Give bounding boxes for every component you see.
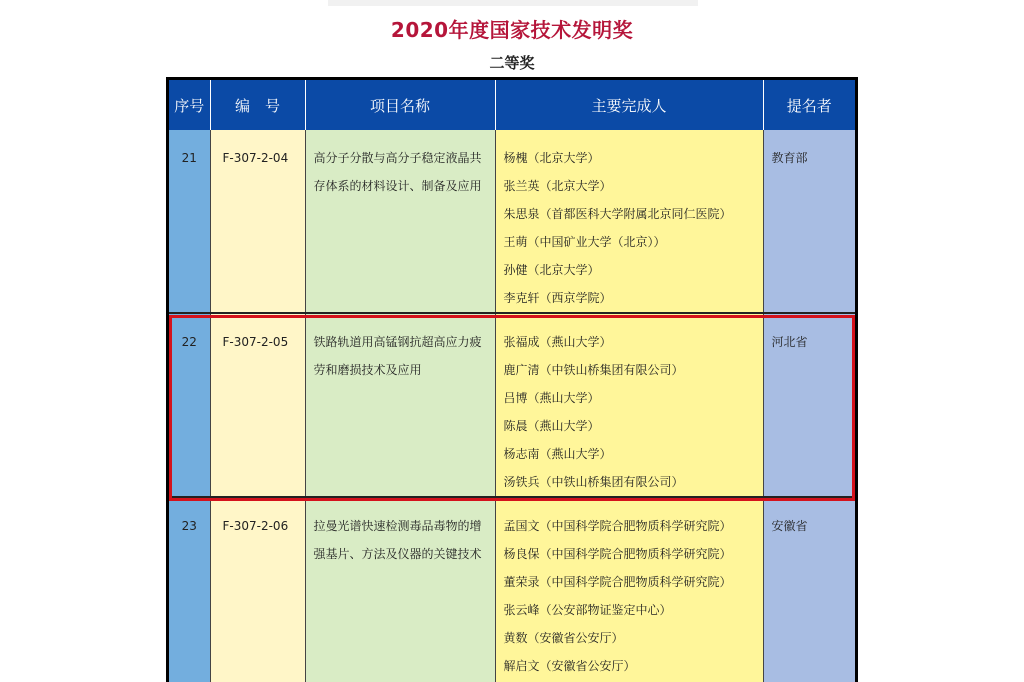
row-project-name: 高分子分散与高分子稳定液晶共存体系的材料设计、制备及应用 <box>313 151 482 193</box>
page-title: 2020年度国家技术发明奖 <box>390 18 634 42</box>
row-num-cell <box>169 313 210 497</box>
contributor: 王萌（中国矿业大学（北京）） <box>503 235 666 249</box>
row-project-name-cell <box>305 313 495 497</box>
header-project-name: 项目名称 <box>305 80 495 130</box>
row-code: F-307-2-04 <box>222 151 289 165</box>
row-contributors-cell <box>495 130 763 313</box>
awards-table <box>169 80 855 682</box>
header-nominator: 提名者 <box>763 80 855 130</box>
contributor: 孟国文（中国科学院合肥物质科学研究院） <box>503 519 732 533</box>
contributor: 黄数（安徽省公安厅） <box>503 631 624 645</box>
top-decor-bar <box>328 0 698 6</box>
row-project-name: 铁路轨道用高锰钢抗超高应力疲劳和磨损技术及应用 <box>313 335 482 377</box>
contributor: 汤铁兵（中铁山桥集团有限公司） <box>503 475 684 489</box>
table-row <box>169 497 855 682</box>
contributor: 吕博（燕山大学） <box>503 391 600 405</box>
row-code-cell <box>210 313 305 497</box>
contributor: 张云峰（公安部物证鉴定中心） <box>503 603 672 617</box>
row-contributors-cell <box>495 497 763 682</box>
row-num: 23 <box>181 519 197 533</box>
header-code: 编 号 <box>210 80 305 130</box>
row-code: F-307-2-05 <box>222 335 289 349</box>
row-nominator-cell <box>763 497 855 682</box>
row-contributors-cell <box>495 313 763 497</box>
row-code-cell <box>210 497 305 682</box>
header-num: 序号 <box>169 80 210 130</box>
contributor: 解启文（安徽省公安厅） <box>503 659 636 673</box>
row-contributors <box>496 314 763 496</box>
row-contributors <box>496 130 763 312</box>
row-nominator: 安徽省 <box>771 519 808 533</box>
row-project-name-cell <box>305 497 495 682</box>
contributor: 张福成（燕山大学） <box>503 335 612 349</box>
contributor: 张兰英（北京大学） <box>503 179 612 193</box>
contributor: 杨槐（北京大学） <box>503 151 600 165</box>
contributor: 杨志南（燕山大学） <box>503 447 612 461</box>
row-num-cell <box>169 130 210 313</box>
awards-table-container <box>166 77 858 682</box>
row-nominator: 教育部 <box>771 151 808 165</box>
table-row <box>169 313 855 497</box>
contributor: 李克轩（西京学院） <box>503 291 612 305</box>
contributor: 孙健（北京大学） <box>503 263 600 277</box>
row-project-name: 拉曼光谱快速检测毒品毒物的增强基片、方法及仪器的关键技术 <box>313 519 482 561</box>
row-contributors <box>496 498 763 680</box>
header-main-contributors: 主要完成人 <box>495 80 763 130</box>
row-num: 22 <box>181 335 197 349</box>
contributor: 鹿广清（中铁山桥集团有限公司） <box>503 363 684 377</box>
row-project-name-cell <box>305 130 495 313</box>
contributor: 朱思泉（首都医科大学附属北京同仁医院） <box>503 207 732 221</box>
table-header-row <box>169 80 855 130</box>
row-num-cell <box>169 497 210 682</box>
contributor: 杨良保（中国科学院合肥物质科学研究院） <box>503 547 732 561</box>
row-nominator-cell <box>763 313 855 497</box>
table-row <box>169 130 855 313</box>
row-nominator-cell <box>763 130 855 313</box>
row-code-cell <box>210 130 305 313</box>
row-nominator: 河北省 <box>771 335 808 349</box>
award-level-subtitle: 二等奖 <box>489 54 535 72</box>
row-num: 21 <box>181 151 197 165</box>
row-code: F-307-2-06 <box>222 519 289 533</box>
contributor: 董荣录（中国科学院合肥物质科学研究院） <box>503 575 732 589</box>
contributor: 陈晨（燕山大学） <box>503 419 600 433</box>
